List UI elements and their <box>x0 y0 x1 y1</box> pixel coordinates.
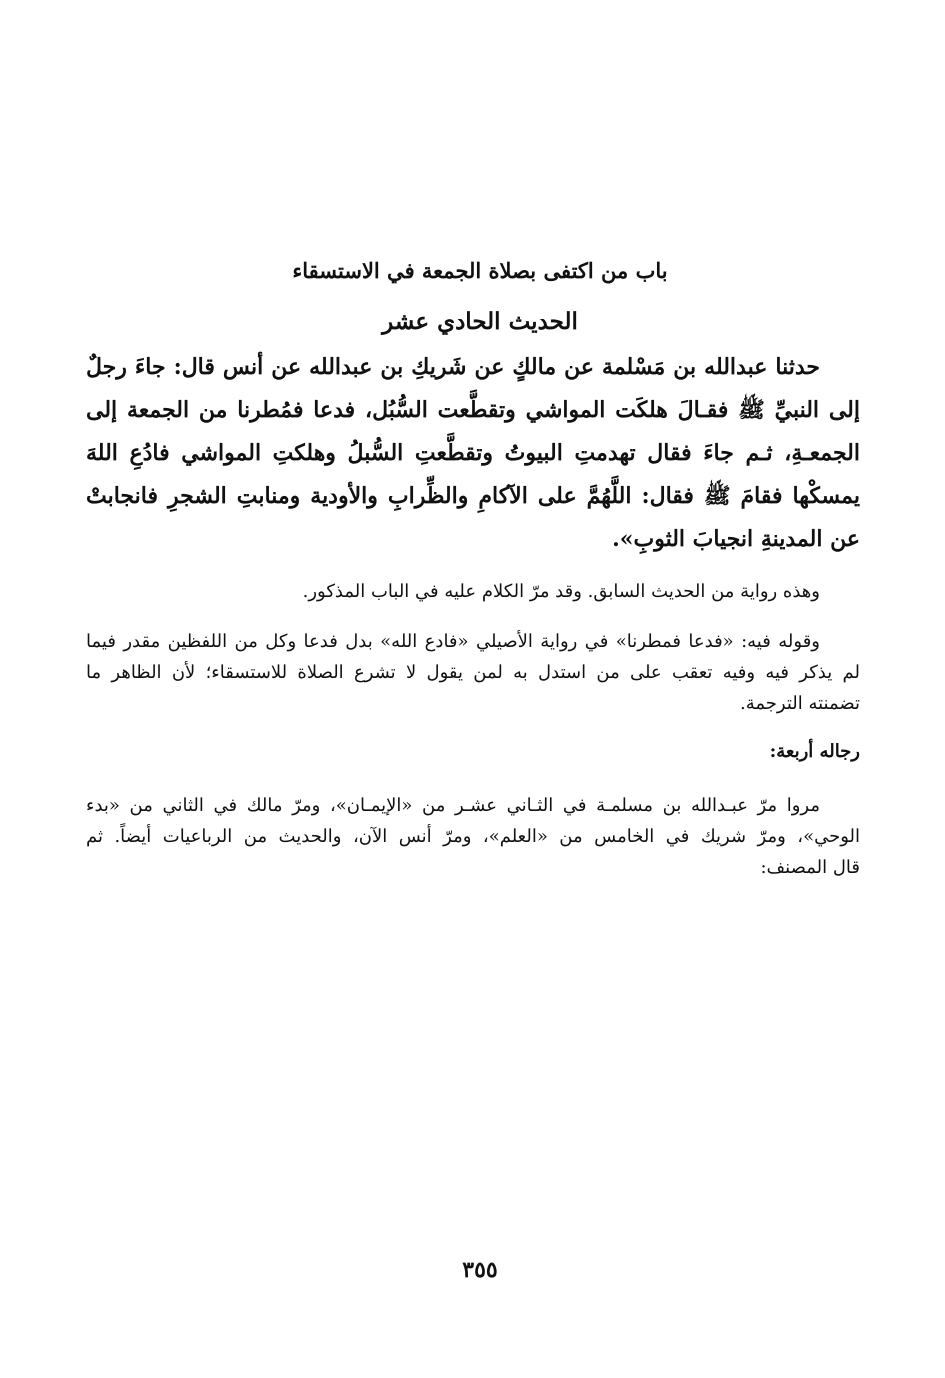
chapter-title: باب من اكتفى بصلاة الجمعة في الاستسقاء <box>292 258 668 283</box>
commentary-paragraph <box>86 576 860 607</box>
page-number: ٣٥٥ <box>462 1257 498 1283</box>
hadith-line: عن المدينةِ انجيابَ الثوبِ». <box>612 526 860 552</box>
hadith-line: حدثنا عبدالله بن مَسْلمة عن مالكٍ عن شَريكِ بن عبدالله عن أنس قال: جاءَ رجلٌ <box>86 354 820 380</box>
narrators-line: مروا مرّ عبـدالله بن مسلمـة في الثـاني عشـر من «الإيمـان»، ومرّ مالك في الثاني من «بدء <box>86 795 820 816</box>
commentary-line: وهذه رواية من الحديث السابق. وقد مرّ الكلام عليه في الباب المذكور. <box>302 581 820 602</box>
hadith-title: الحديث الحادي عشر <box>382 308 578 335</box>
narrators-line: الوحي»، ومرّ شريك في الخامس من «العلم»، ومرّ أنس الآن، والحديث من الرباعيات أيضاً. ثم <box>86 826 860 847</box>
hadith-line: الجمعـةِ، ثـم جاءَ فقال تهدمتِ البيوتُ وتقطَّعتِ السُّبلُ وهلكتِ المواشي فادُعِ اللهَ <box>86 440 860 466</box>
commentary-paragraph <box>86 626 860 719</box>
narrators-line: قال المصنف: <box>760 857 860 878</box>
commentary-line: تضمنته الترجمة. <box>739 693 860 714</box>
narrators-heading-text: رجاله أربعة: <box>769 741 860 762</box>
hadith-text <box>86 346 860 561</box>
commentary-line: وقوله فيه: «فدعا فمطرنا» في رواية الأصيلي «فادع الله» بدل فدعا وكل من اللفظين مقدر فيما <box>86 631 820 652</box>
hadith-line: إلى النبيِّ ﷺ فقـالَ هلكَت المواشي وتقطَّعت السُّبُل، فدعا فمُطرنا من الجمعة إلى <box>86 397 860 423</box>
narrators-paragraph <box>86 790 860 883</box>
narrators-heading <box>86 736 860 767</box>
hadith-line: يمسكْها فقامَ ﷺ فقال: اللَّهُمَّ على الآكامِ والظِّرابِ والأودية ومنابتِ الشجرِ فانجابتْ <box>86 483 860 509</box>
commentary-line: لم يذكر فيه وفيه تعقب على من استدل به لمن يقول لا تشرع الصلاة للاستسقاء؛ لأن الظاهر ما <box>86 662 860 683</box>
